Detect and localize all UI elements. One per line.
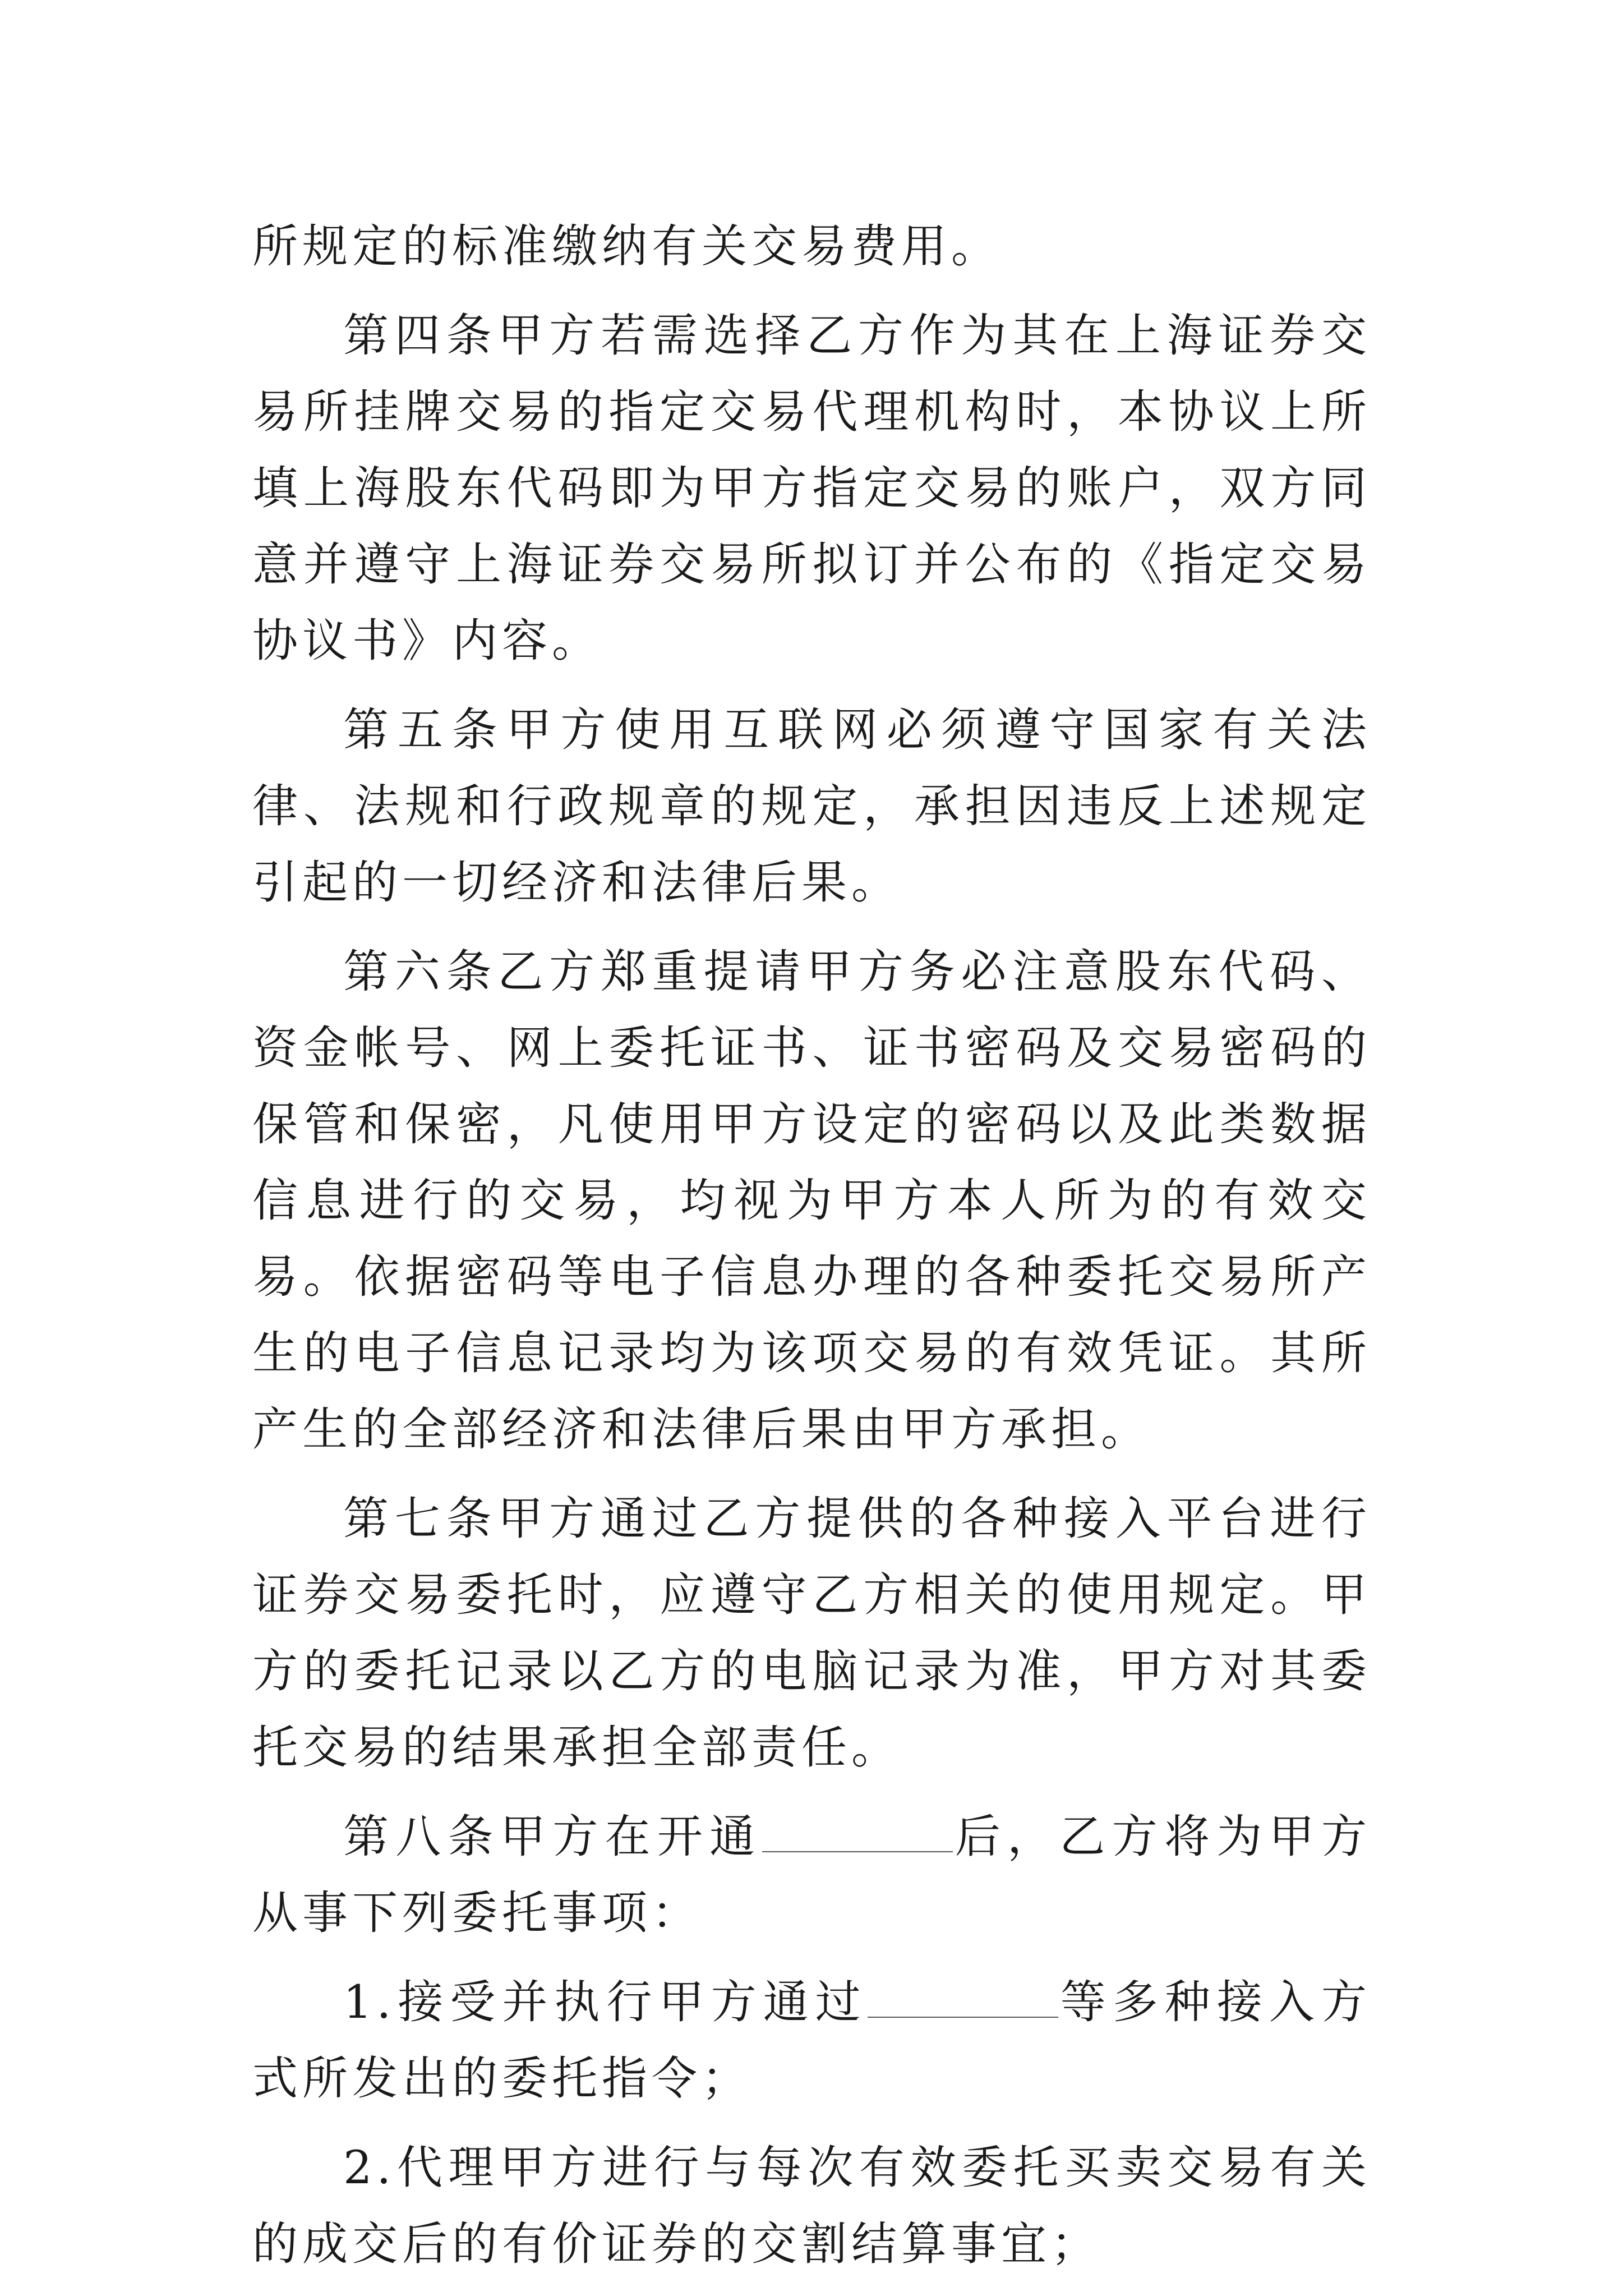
- article-6-paragraph: 第六条乙方郑重提请甲方务必注意股东代码、资金帐号、网上委托证书、证书密码及交易密码的保管和保密，凡使用甲方设定的密码以及此类数据信息进行的交易，均视为甲方本人所为的有效交易。依据密码等电子信息办理的各种委托交易所产生的电子信息记录均为该项交易的有效凭证。其所产生的全部经济和法律后果由甲方承担。: [252, 946, 1371, 1456]
- article-4-paragraph: 第四条甲方若需选择乙方作为其在上海证券交易所挂牌交易的指定交易代理机构时，本协议上所填上海股东代码即为甲方指定交易的账户，双方同意并遵守上海证券交易所拟订并公布的《指定交易协议书》内容。: [252, 310, 1371, 668]
- item-1-paragraph: [252, 1964, 1371, 2117]
- article-8-text-before: 第八条甲方在开通: [343, 1811, 762, 1864]
- article-5-paragraph: 第五条甲方使用互联网必须遵守国家有关法律、法规和行政规章的规定，承担因违反上述规定引起的一切经济和法律后果。: [252, 704, 1371, 909]
- item-2-paragraph: 2.代理甲方进行与每次有效委托买卖交易有关的成交后的有价证券的交割结算事宜；: [252, 2142, 1371, 2271]
- document-body: [252, 209, 1371, 2295]
- item-1-blank-field[interactable]: [868, 1977, 1058, 2018]
- item-1-text-after: 等多种接入方式所发出的委托指令；: [252, 1976, 1371, 2105]
- item-1-text-before: 1.接受并执行甲方通过: [343, 1976, 868, 2029]
- article-8-text-after: 后，乙方将为甲方从事下列委托事项：: [252, 1811, 1371, 1940]
- article-8-blank-field[interactable]: [762, 1812, 953, 1852]
- paragraph-continuation: 所规定的标准缴纳有关交易费用。: [252, 220, 1002, 273]
- article-8-paragraph: [252, 1799, 1371, 1952]
- article-7-paragraph: 第七条甲方通过乙方提供的各种接入平台进行证券交易委托时，应遵守乙方相关的使用规定。甲方的委托记录以乙方的电脑记录为准，甲方对其委托交易的结果承担全部责任。: [252, 1493, 1371, 1774]
